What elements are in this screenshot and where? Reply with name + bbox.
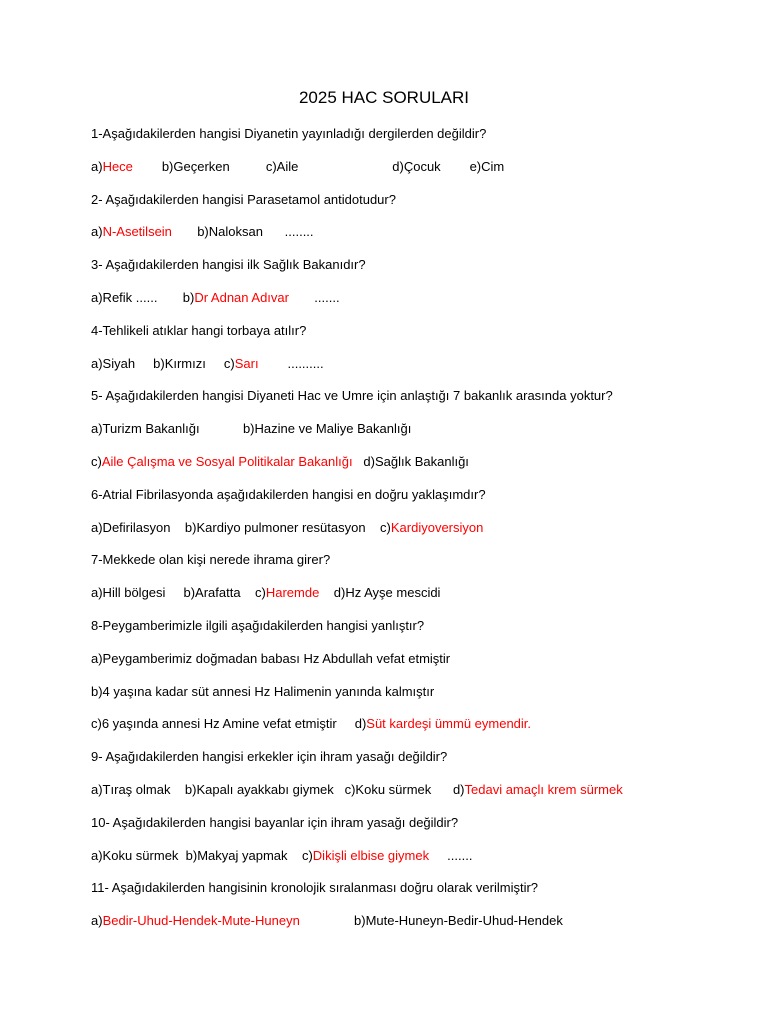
- correct-answer: Dikişli elbise giymek: [312, 847, 430, 863]
- answer-options-line: [91, 552, 330, 568]
- text-segment: a)Defirilasyon b)Kardiyo pulmoner resütasyon c): [91, 519, 391, 535]
- answer-options-line: [91, 749, 447, 765]
- text-segment: 7-Mekkede olan kişi nerede ihrama girer?: [91, 552, 331, 568]
- question-line: [91, 192, 396, 208]
- answer-options-line: [91, 356, 324, 372]
- correct-answer: Süt kardeşi ümmü eymendir.: [366, 716, 532, 732]
- text-segment: 11- Aşağıdakilerden hangisinin kronolojik sıralanması doğru olarak verilmiştir?: [91, 880, 539, 896]
- text-segment: a): [91, 158, 103, 174]
- page-title: 2025 HAC SORULARI: [298, 88, 470, 107]
- text-segment: b)4 yaşına kadar süt annesi Hz Halimenin yanında kalmıştır: [91, 683, 435, 699]
- correct-answer: Kardiyoversiyon: [390, 519, 484, 535]
- text-segment: 9- Aşağıdakilerden hangisi erkekler için ihram yasağı değildir?: [91, 749, 448, 765]
- correct-answer: N-Asetilsein: [102, 224, 172, 240]
- text-segment: 8-Peygamberimizle ilgili aşağıdakilerden hangisi yanlıştır?: [91, 618, 425, 633]
- answer-options-line: [91, 684, 434, 700]
- text-segment: ..........: [258, 355, 324, 371]
- correct-answer: Tedavi amaçlı krem sürmek: [464, 782, 623, 797]
- text-segment: .......: [288, 290, 340, 305]
- text-segment: c): [91, 454, 102, 469]
- text-segment: d)Hz Ayşe mescidi: [319, 585, 441, 601]
- text-segment: a): [91, 224, 103, 240]
- question-line: [91, 848, 472, 864]
- text-segment: a)Hill bölgesi b)Arafatta c): [91, 585, 266, 601]
- text-segment: c)6 yaşında annesi Hz Amine vefat etmiştir d): [91, 716, 367, 732]
- answer-options-line: [91, 290, 340, 306]
- question-line: [91, 651, 450, 667]
- correct-answer: Sarı: [234, 355, 259, 371]
- answer-options-line: [91, 159, 504, 175]
- text-segment: 6-Atrial Fibrilasyonda aşağıdakilerden hangisi en doğru yaklaşımdır?: [91, 486, 486, 502]
- question-line: [91, 126, 486, 142]
- text-segment: a): [91, 913, 103, 929]
- answer-options-line: [91, 224, 314, 240]
- answer-options-line: [91, 421, 411, 437]
- text-segment: a)Siyah b)Kırmızı c): [91, 355, 235, 371]
- question-line: [91, 520, 483, 536]
- text-segment: 4-Tehlikeli atıklar hangi torbaya atılır?: [91, 322, 307, 338]
- question-line: [91, 782, 623, 798]
- correct-answer: Dr Adnan Adıvar: [194, 290, 289, 305]
- text-segment: 1-Aşağıdakilerden hangisi Diyanetin yayınladığı dergilerden değildir?: [91, 126, 487, 141]
- text-segment: a)Tıraş olmak b)Kapalı ayakkabı giymek c)Koku sürmek d): [91, 782, 465, 797]
- correct-answer: Hece: [102, 158, 133, 174]
- question-line: [91, 257, 366, 273]
- question-line: [91, 454, 469, 470]
- text-segment: b)Geçerken c)Aile d)Çocuk e)Cim: [132, 158, 505, 174]
- question-line: [91, 323, 306, 339]
- question-line: [91, 913, 563, 929]
- question-line: [91, 716, 531, 732]
- text-segment: a)Peygamberimiz doğmadan babası Hz Abdullah vefat etmiştir: [91, 650, 451, 666]
- question-line: [91, 388, 613, 404]
- correct-answer: Bedir-Uhud-Hendek-Mute-Huneyn: [102, 913, 300, 929]
- question-line: [91, 585, 440, 601]
- text-segment: 3- Aşağıdakilerden hangisi ilk Sağlık Bakanıdır?: [91, 257, 366, 273]
- text-segment: b)Mute-Huneyn-Bedir-Uhud-Hendek: [299, 913, 563, 929]
- text-segment: a)Koku sürmek b)Makyaj yapmak c): [91, 847, 313, 863]
- answer-options-line: [91, 880, 538, 896]
- correct-answer: Haremde: [265, 585, 320, 601]
- text-segment: .......: [429, 847, 473, 863]
- text-segment: 10- Aşağıdakilerden hangisi bayanlar için ihram yasağı değildir?: [91, 814, 459, 830]
- text-segment: a)Turizm Bakanlığı b)Hazine ve Maliye Bakanlığı: [91, 421, 412, 437]
- answer-options-line: [91, 487, 486, 503]
- answer-options-line: [91, 815, 458, 831]
- text-segment: b)Naloksan ........: [171, 224, 314, 240]
- answer-options-line: [91, 618, 424, 634]
- text-segment: 2- Aşağıdakilerden hangisi Parasetamol antidotudur?: [91, 191, 396, 207]
- text-segment: d)Sağlık Bakanlığı: [352, 454, 469, 469]
- text-segment: 5- Aşağıdakilerden hangisi Diyaneti Hac ve Umre için anlaştığı 7 bakanlık arasında yoktur?: [91, 388, 613, 404]
- text-segment: a)Refik ...... b): [91, 290, 195, 305]
- correct-answer: Aile Çalışma ve Sosyal Politikalar Bakanlığı: [101, 454, 353, 469]
